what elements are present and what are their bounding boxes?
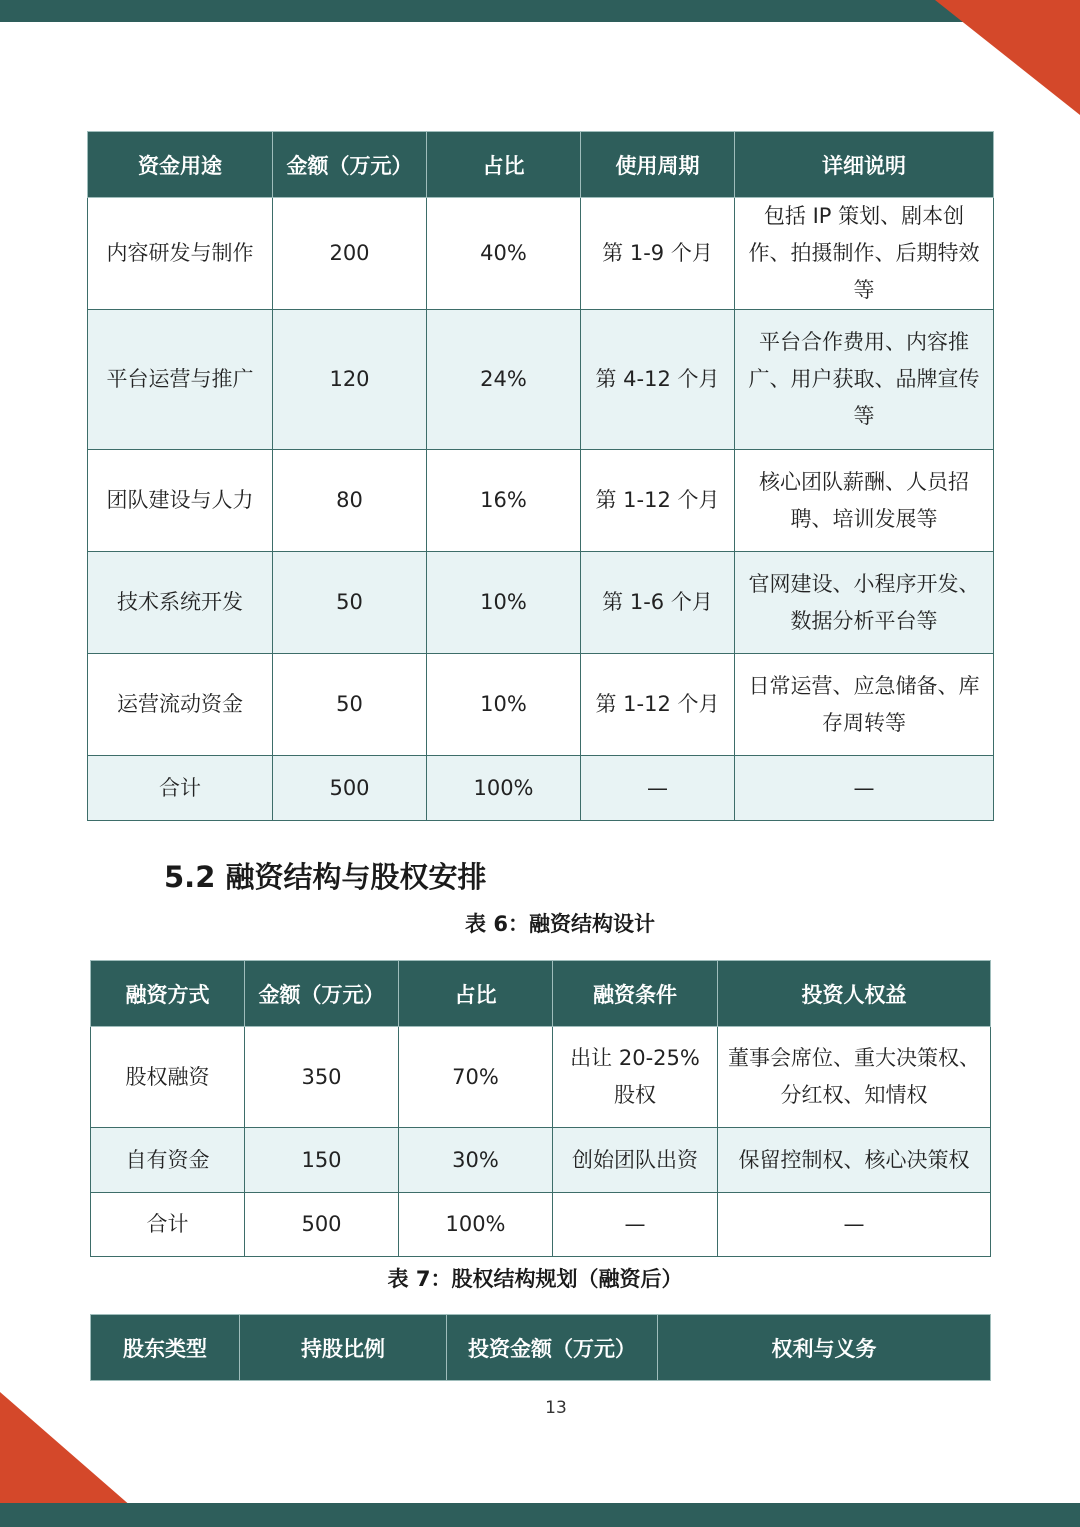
bottom-decor-bar xyxy=(0,1503,1080,1527)
table-row xyxy=(88,310,994,450)
cell-description: 官网建设、小程序开发、数据分析平台等 xyxy=(735,552,994,654)
cell-ratio: 100% xyxy=(399,1193,553,1257)
header-cell: 金额（万元） xyxy=(245,961,399,1027)
cell-ratio: 16% xyxy=(427,450,581,552)
cell-use: 平台运营与推广 xyxy=(88,310,273,450)
cell-amount: 350 xyxy=(245,1027,399,1128)
header-cell: 占比 xyxy=(399,961,553,1027)
cell-condition: 创始团队出资 xyxy=(553,1128,718,1193)
cell-amount: 120 xyxy=(273,310,427,450)
equity-structure-table xyxy=(90,1314,991,1381)
cell-ratio: 70% xyxy=(399,1027,553,1128)
cell-method: 自有资金 xyxy=(91,1128,245,1193)
table-row xyxy=(91,1128,991,1193)
top-decor-bar xyxy=(0,0,1080,22)
cell-period: 第 4-12 个月 xyxy=(581,310,735,450)
cell-ratio: 100% xyxy=(427,756,581,821)
header-cell: 投资人权益 xyxy=(718,961,991,1027)
cell-description: 包括 IP 策划、剧本创作、拍摄制作、后期特效等 xyxy=(735,198,994,310)
financing-structure-table xyxy=(90,960,991,1257)
header-cell: 资金用途 xyxy=(88,132,273,198)
cell-use: 内容研发与制作 xyxy=(88,198,273,310)
cell-use: 合计 xyxy=(88,756,273,821)
header-cell: 占比 xyxy=(427,132,581,198)
cell-amount: 80 xyxy=(273,450,427,552)
cell-investor-rights: 董事会席位、重大决策权、分红权、知情权 xyxy=(718,1027,991,1128)
cell-amount: 200 xyxy=(273,198,427,310)
table-row xyxy=(88,654,994,756)
cell-description: 平台合作费用、内容推广、用户获取、品牌宣传等 xyxy=(735,310,994,450)
table-header-row xyxy=(91,961,991,1027)
cell-period: 第 1-12 个月 xyxy=(581,654,735,756)
cell-use: 团队建设与人力 xyxy=(88,450,273,552)
table-total-row xyxy=(88,756,994,821)
header-cell: 使用周期 xyxy=(581,132,735,198)
cell-ratio: 10% xyxy=(427,654,581,756)
cell-ratio: 40% xyxy=(427,198,581,310)
table-row xyxy=(88,198,994,310)
cell-ratio: 30% xyxy=(399,1128,553,1193)
cell-period: 第 1-6 个月 xyxy=(581,552,735,654)
table-row xyxy=(88,450,994,552)
cell-amount: 500 xyxy=(245,1193,399,1257)
top-right-corner-decor xyxy=(935,0,1080,115)
cell-method: 股权融资 xyxy=(91,1027,245,1128)
table-row xyxy=(91,1027,991,1128)
cell-use: 技术系统开发 xyxy=(88,552,273,654)
header-cell: 权利与义务 xyxy=(658,1315,991,1381)
cell-amount: 50 xyxy=(273,552,427,654)
header-cell: 投资金额（万元） xyxy=(447,1315,658,1381)
table-caption: 表 7：股权结构规划（融资后） xyxy=(387,1267,683,1291)
table-row xyxy=(88,552,994,654)
cell-method: 合计 xyxy=(91,1193,245,1257)
table-total-row xyxy=(91,1193,991,1257)
header-cell: 融资条件 xyxy=(553,961,718,1027)
cell-description: — xyxy=(735,756,994,821)
cell-description: 日常运营、应急储备、库存周转等 xyxy=(735,654,994,756)
cell-amount: 500 xyxy=(273,756,427,821)
cell-period: 第 1-9 个月 xyxy=(581,198,735,310)
page-number: 13 xyxy=(545,1398,567,1418)
table-header-row xyxy=(91,1315,991,1381)
section-heading: 5.2 融资结构与股权安排 xyxy=(164,860,487,894)
cell-amount: 150 xyxy=(245,1128,399,1193)
cell-ratio: 24% xyxy=(427,310,581,450)
cell-ratio: 10% xyxy=(427,552,581,654)
cell-condition: 出让 20-25%股权 xyxy=(553,1027,718,1128)
cell-period: 第 1-12 个月 xyxy=(581,450,735,552)
cell-amount: 50 xyxy=(273,654,427,756)
header-cell: 股东类型 xyxy=(91,1315,240,1381)
fund-use-table xyxy=(87,131,994,821)
cell-period: — xyxy=(581,756,735,821)
header-cell: 持股比例 xyxy=(240,1315,447,1381)
cell-investor-rights: — xyxy=(718,1193,991,1257)
header-cell: 金额（万元） xyxy=(273,132,427,198)
cell-use: 运营流动资金 xyxy=(88,654,273,756)
header-cell: 融资方式 xyxy=(91,961,245,1027)
table-caption: 表 6：融资结构设计 xyxy=(465,912,655,936)
table-header-row xyxy=(88,132,994,198)
header-cell: 详细说明 xyxy=(735,132,994,198)
cell-description: 核心团队薪酬、人员招聘、培训发展等 xyxy=(735,450,994,552)
cell-condition: — xyxy=(553,1193,718,1257)
cell-investor-rights: 保留控制权、核心决策权 xyxy=(718,1128,991,1193)
